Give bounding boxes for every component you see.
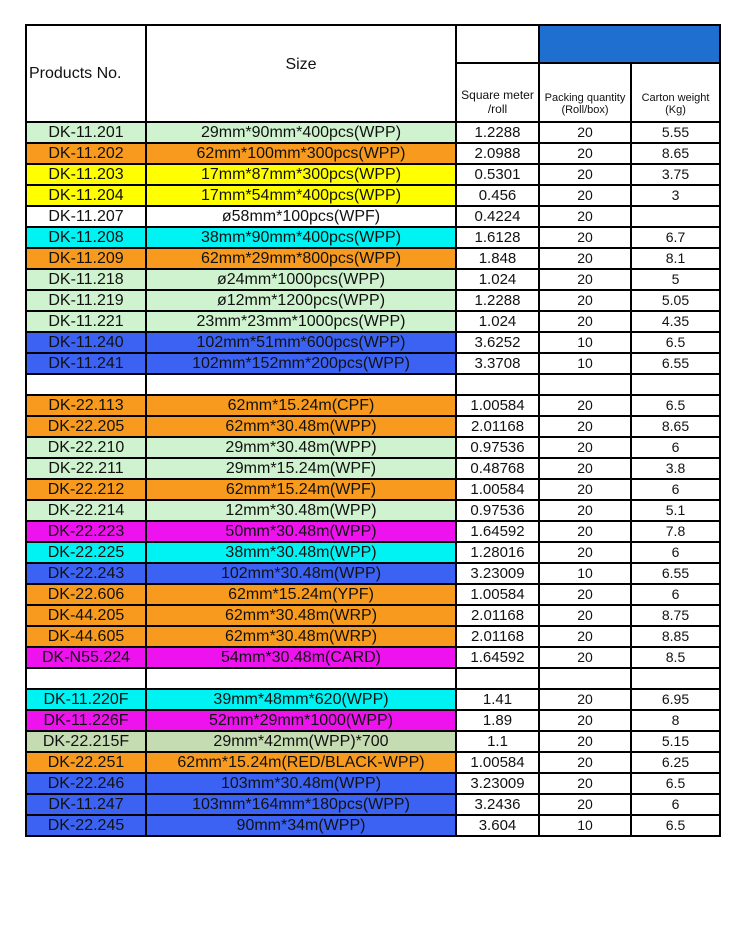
packing-quantity-cell: 20 bbox=[539, 542, 631, 563]
packing-quantity-cell: 10 bbox=[539, 332, 631, 353]
size-cell: 102mm*152mm*200pcs(WPP) bbox=[146, 353, 456, 374]
product-no-cell: DK-44.205 bbox=[26, 605, 146, 626]
size-cell: 62mm*15.24m(WPF) bbox=[146, 479, 456, 500]
product-no-cell: DK-22.210 bbox=[26, 437, 146, 458]
size-cell: 23mm*23mm*1000pcs(WPP) bbox=[146, 311, 456, 332]
square-meter-cell: 1.00584 bbox=[456, 752, 539, 773]
product-no-cell: DK-11.220F bbox=[26, 689, 146, 710]
empty-cell bbox=[146, 374, 456, 395]
carton-weight-cell: 6 bbox=[631, 437, 720, 458]
header-size: Size bbox=[146, 25, 456, 122]
empty-cell bbox=[539, 668, 631, 689]
packing-quantity-cell: 10 bbox=[539, 353, 631, 374]
packing-quantity-cell: 20 bbox=[539, 752, 631, 773]
carton-weight-cell: 5.1 bbox=[631, 500, 720, 521]
carton-weight-cell: 8.5 bbox=[631, 647, 720, 668]
size-cell: ø12mm*1200pcs(WPP) bbox=[146, 290, 456, 311]
carton-weight-cell: 6.25 bbox=[631, 752, 720, 773]
square-meter-cell: 1.2288 bbox=[456, 290, 539, 311]
size-cell: 12mm*30.48m(WPP) bbox=[146, 500, 456, 521]
carton-weight-cell: 6.7 bbox=[631, 227, 720, 248]
carton-weight-cell: 6.5 bbox=[631, 773, 720, 794]
carton-weight-cell: 5.15 bbox=[631, 731, 720, 752]
square-meter-cell: 1.41 bbox=[456, 689, 539, 710]
table-row bbox=[26, 689, 720, 710]
product-no-cell: DK-11.202 bbox=[26, 143, 146, 164]
packing-quantity-cell: 20 bbox=[539, 206, 631, 227]
header-carton-line1: Carton weight bbox=[641, 92, 710, 104]
product-no-cell: DK-11.241 bbox=[26, 353, 146, 374]
square-meter-cell: 1.1 bbox=[456, 731, 539, 752]
header-packing-quantity bbox=[539, 63, 631, 122]
product-no-cell: DK-11.203 bbox=[26, 164, 146, 185]
product-no-cell: DK-22.223 bbox=[26, 521, 146, 542]
table-row bbox=[26, 710, 720, 731]
size-cell: 102mm*51mm*600pcs(WPP) bbox=[146, 332, 456, 353]
table-row bbox=[26, 458, 720, 479]
square-meter-cell: 0.5301 bbox=[456, 164, 539, 185]
product-no-cell: DK-11.247 bbox=[26, 794, 146, 815]
carton-weight-cell: 8.65 bbox=[631, 416, 720, 437]
square-meter-cell: 3.6252 bbox=[456, 332, 539, 353]
square-meter-cell: 2.01168 bbox=[456, 626, 539, 647]
table-row bbox=[26, 437, 720, 458]
packing-quantity-cell: 20 bbox=[539, 185, 631, 206]
header-blue-band bbox=[539, 25, 720, 63]
packing-quantity-cell: 20 bbox=[539, 731, 631, 752]
packing-quantity-cell: 20 bbox=[539, 521, 631, 542]
size-cell: 54mm*30.48m(CARD) bbox=[146, 647, 456, 668]
packing-quantity-cell: 20 bbox=[539, 164, 631, 185]
size-cell: 62mm*29mm*800pcs(WPP) bbox=[146, 248, 456, 269]
table-row bbox=[26, 563, 720, 584]
table-row bbox=[26, 500, 720, 521]
size-cell: 62mm*100mm*300pcs(WPP) bbox=[146, 143, 456, 164]
square-meter-cell: 1.00584 bbox=[456, 584, 539, 605]
size-cell: 62mm*15.24m(YPF) bbox=[146, 584, 456, 605]
size-cell: 29mm*30.48m(WPP) bbox=[146, 437, 456, 458]
product-no-cell: DK-22.251 bbox=[26, 752, 146, 773]
square-meter-cell: 1.89 bbox=[456, 710, 539, 731]
size-cell: 50mm*30.48m(WPP) bbox=[146, 521, 456, 542]
size-cell: 62mm*30.48m(WRP) bbox=[146, 605, 456, 626]
carton-weight-cell: 6 bbox=[631, 584, 720, 605]
table-row bbox=[26, 290, 720, 311]
table-row bbox=[26, 269, 720, 290]
square-meter-cell: 2.01168 bbox=[456, 605, 539, 626]
carton-weight-cell bbox=[631, 206, 720, 227]
square-meter-cell: 1.2288 bbox=[456, 122, 539, 143]
carton-weight-cell: 6 bbox=[631, 542, 720, 563]
square-meter-cell: 1.6128 bbox=[456, 227, 539, 248]
square-meter-cell: 1.00584 bbox=[456, 479, 539, 500]
packing-quantity-cell: 20 bbox=[539, 584, 631, 605]
table-row bbox=[26, 752, 720, 773]
header-row-top bbox=[26, 25, 720, 63]
size-cell: 38mm*30.48m(WPP) bbox=[146, 542, 456, 563]
carton-weight-cell: 8.85 bbox=[631, 626, 720, 647]
header-square-meter bbox=[456, 63, 539, 122]
packing-quantity-cell: 20 bbox=[539, 395, 631, 416]
header-carton-weight bbox=[631, 63, 720, 122]
square-meter-cell: 3.604 bbox=[456, 815, 539, 836]
empty-cell bbox=[26, 374, 146, 395]
size-cell: 62mm*30.48m(WRP) bbox=[146, 626, 456, 647]
empty-cell bbox=[26, 668, 146, 689]
square-meter-cell: 0.48768 bbox=[456, 458, 539, 479]
packing-quantity-cell: 20 bbox=[539, 689, 631, 710]
product-no-cell: DK-22.225 bbox=[26, 542, 146, 563]
group-separator-row bbox=[26, 374, 720, 395]
product-no-cell: DK-11.204 bbox=[26, 185, 146, 206]
header-packing-line1: Packing quantity bbox=[544, 92, 626, 104]
size-cell: 29mm*90mm*400pcs(WPP) bbox=[146, 122, 456, 143]
square-meter-cell: 0.456 bbox=[456, 185, 539, 206]
square-meter-cell: 0.97536 bbox=[456, 437, 539, 458]
product-no-cell: DK-22.606 bbox=[26, 584, 146, 605]
square-meter-cell: 3.2436 bbox=[456, 794, 539, 815]
packing-quantity-cell: 20 bbox=[539, 479, 631, 500]
carton-weight-cell: 6.95 bbox=[631, 689, 720, 710]
carton-weight-cell: 3 bbox=[631, 185, 720, 206]
carton-weight-cell: 6.5 bbox=[631, 395, 720, 416]
table-row bbox=[26, 731, 720, 752]
product-no-cell: DK-22.214 bbox=[26, 500, 146, 521]
square-meter-cell: 1.64592 bbox=[456, 521, 539, 542]
table-row bbox=[26, 479, 720, 500]
product-no-cell: DK-44.605 bbox=[26, 626, 146, 647]
size-cell: 29mm*15.24m(WPF) bbox=[146, 458, 456, 479]
carton-weight-cell: 6.55 bbox=[631, 563, 720, 584]
header-carton-line2: (Kg) bbox=[665, 104, 686, 116]
product-no-cell: DK-11.219 bbox=[26, 290, 146, 311]
table-row bbox=[26, 794, 720, 815]
product-no-cell: DK-11.201 bbox=[26, 122, 146, 143]
size-cell: ø24mm*1000pcs(WPP) bbox=[146, 269, 456, 290]
carton-weight-cell: 8.1 bbox=[631, 248, 720, 269]
header-products-no: Products No. bbox=[26, 25, 146, 122]
product-spec-table bbox=[25, 24, 721, 837]
size-cell: 29mm*42mm(WPP)*700 bbox=[146, 731, 456, 752]
square-meter-cell: 1.28016 bbox=[456, 542, 539, 563]
table-row bbox=[26, 143, 720, 164]
product-no-cell: DK-11.221 bbox=[26, 311, 146, 332]
table-row bbox=[26, 626, 720, 647]
size-cell: 38mm*90mm*400pcs(WPP) bbox=[146, 227, 456, 248]
packing-quantity-cell: 20 bbox=[539, 248, 631, 269]
square-meter-cell: 1.00584 bbox=[456, 395, 539, 416]
table-row bbox=[26, 584, 720, 605]
packing-quantity-cell: 20 bbox=[539, 416, 631, 437]
product-no-cell: DK-22.113 bbox=[26, 395, 146, 416]
carton-weight-cell: 3.75 bbox=[631, 164, 720, 185]
product-no-cell: DK-11.240 bbox=[26, 332, 146, 353]
packing-quantity-cell: 20 bbox=[539, 500, 631, 521]
size-cell: 103mm*164mm*180pcs(WPP) bbox=[146, 794, 456, 815]
product-no-cell: DK-22.243 bbox=[26, 563, 146, 584]
table-row bbox=[26, 647, 720, 668]
size-cell: 17mm*54mm*400pcs(WPP) bbox=[146, 185, 456, 206]
square-meter-cell: 0.4224 bbox=[456, 206, 539, 227]
header-square-meter-line1: Square meter bbox=[461, 88, 534, 102]
packing-quantity-cell: 10 bbox=[539, 563, 631, 584]
table-row bbox=[26, 332, 720, 353]
product-no-cell: DK-22.215F bbox=[26, 731, 146, 752]
packing-quantity-cell: 20 bbox=[539, 626, 631, 647]
carton-weight-cell: 7.8 bbox=[631, 521, 720, 542]
size-cell: 52mm*29mm*1000(WPP) bbox=[146, 710, 456, 731]
carton-weight-cell: 8.75 bbox=[631, 605, 720, 626]
packing-quantity-cell: 20 bbox=[539, 647, 631, 668]
carton-weight-cell: 5 bbox=[631, 269, 720, 290]
table-row bbox=[26, 395, 720, 416]
group-separator-row bbox=[26, 668, 720, 689]
product-no-cell: DK-11.226F bbox=[26, 710, 146, 731]
product-no-cell: DK-22.245 bbox=[26, 815, 146, 836]
table-row bbox=[26, 248, 720, 269]
table-row bbox=[26, 416, 720, 437]
product-no-cell: DK-22.246 bbox=[26, 773, 146, 794]
product-no-cell: DK-22.212 bbox=[26, 479, 146, 500]
packing-quantity-cell: 20 bbox=[539, 227, 631, 248]
packing-quantity-cell: 10 bbox=[539, 815, 631, 836]
packing-quantity-cell: 20 bbox=[539, 143, 631, 164]
header-square-meter-line2: /roll bbox=[487, 102, 508, 116]
table-row bbox=[26, 521, 720, 542]
empty-cell bbox=[146, 668, 456, 689]
packing-quantity-cell: 20 bbox=[539, 458, 631, 479]
square-meter-cell: 1.64592 bbox=[456, 647, 539, 668]
carton-weight-cell: 6 bbox=[631, 479, 720, 500]
square-meter-cell: 3.23009 bbox=[456, 773, 539, 794]
packing-quantity-cell: 20 bbox=[539, 794, 631, 815]
size-cell: ø58mm*100pcs(WPF) bbox=[146, 206, 456, 227]
product-no-cell: DK-22.205 bbox=[26, 416, 146, 437]
carton-weight-cell: 6 bbox=[631, 794, 720, 815]
square-meter-cell: 3.23009 bbox=[456, 563, 539, 584]
packing-quantity-cell: 20 bbox=[539, 710, 631, 731]
size-cell: 102mm*30.48m(WPP) bbox=[146, 563, 456, 584]
square-meter-cell: 2.0988 bbox=[456, 143, 539, 164]
square-meter-cell: 3.3708 bbox=[456, 353, 539, 374]
size-cell: 17mm*87mm*300pcs(WPP) bbox=[146, 164, 456, 185]
square-meter-cell: 2.01168 bbox=[456, 416, 539, 437]
header-packing-line2: (Roll/box) bbox=[561, 104, 609, 116]
packing-quantity-cell: 20 bbox=[539, 290, 631, 311]
product-no-cell: DK-11.207 bbox=[26, 206, 146, 227]
packing-quantity-cell: 20 bbox=[539, 269, 631, 290]
size-cell: 62mm*15.24m(CPF) bbox=[146, 395, 456, 416]
packing-quantity-cell: 20 bbox=[539, 773, 631, 794]
table-row bbox=[26, 815, 720, 836]
carton-weight-cell: 5.55 bbox=[631, 122, 720, 143]
carton-weight-cell: 3.8 bbox=[631, 458, 720, 479]
product-no-cell: DK-11.218 bbox=[26, 269, 146, 290]
carton-weight-cell: 8 bbox=[631, 710, 720, 731]
size-cell: 103mm*30.48m(WPP) bbox=[146, 773, 456, 794]
table-row bbox=[26, 164, 720, 185]
table-row bbox=[26, 605, 720, 626]
carton-weight-cell: 6.55 bbox=[631, 353, 720, 374]
product-no-cell: DK-N55.224 bbox=[26, 647, 146, 668]
product-no-cell: DK-11.208 bbox=[26, 227, 146, 248]
empty-cell bbox=[539, 374, 631, 395]
size-cell: 62mm*30.48m(WPP) bbox=[146, 416, 456, 437]
packing-quantity-cell: 20 bbox=[539, 122, 631, 143]
product-no-cell: DK-22.211 bbox=[26, 458, 146, 479]
square-meter-cell: 1.848 bbox=[456, 248, 539, 269]
table-row bbox=[26, 542, 720, 563]
packing-quantity-cell: 20 bbox=[539, 311, 631, 332]
carton-weight-cell: 6.5 bbox=[631, 815, 720, 836]
table-row bbox=[26, 206, 720, 227]
table-row bbox=[26, 227, 720, 248]
table-row bbox=[26, 185, 720, 206]
square-meter-cell: 0.97536 bbox=[456, 500, 539, 521]
packing-quantity-cell: 20 bbox=[539, 605, 631, 626]
table-row bbox=[26, 353, 720, 374]
square-meter-cell: 1.024 bbox=[456, 311, 539, 332]
empty-cell bbox=[631, 668, 720, 689]
empty-cell bbox=[456, 374, 539, 395]
product-no-cell: DK-11.209 bbox=[26, 248, 146, 269]
header-blank-cell bbox=[456, 25, 539, 63]
carton-weight-cell: 5.05 bbox=[631, 290, 720, 311]
carton-weight-cell: 4.35 bbox=[631, 311, 720, 332]
table-row bbox=[26, 311, 720, 332]
size-cell: 62mm*15.24m(RED/BLACK-WPP) bbox=[146, 752, 456, 773]
table-row bbox=[26, 122, 720, 143]
table-row bbox=[26, 773, 720, 794]
empty-cell bbox=[456, 668, 539, 689]
empty-cell bbox=[631, 374, 720, 395]
size-cell: 39mm*48mm*620(WPP) bbox=[146, 689, 456, 710]
carton-weight-cell: 8.65 bbox=[631, 143, 720, 164]
carton-weight-cell: 6.5 bbox=[631, 332, 720, 353]
packing-quantity-cell: 20 bbox=[539, 437, 631, 458]
square-meter-cell: 1.024 bbox=[456, 269, 539, 290]
size-cell: 90mm*34m(WPP) bbox=[146, 815, 456, 836]
